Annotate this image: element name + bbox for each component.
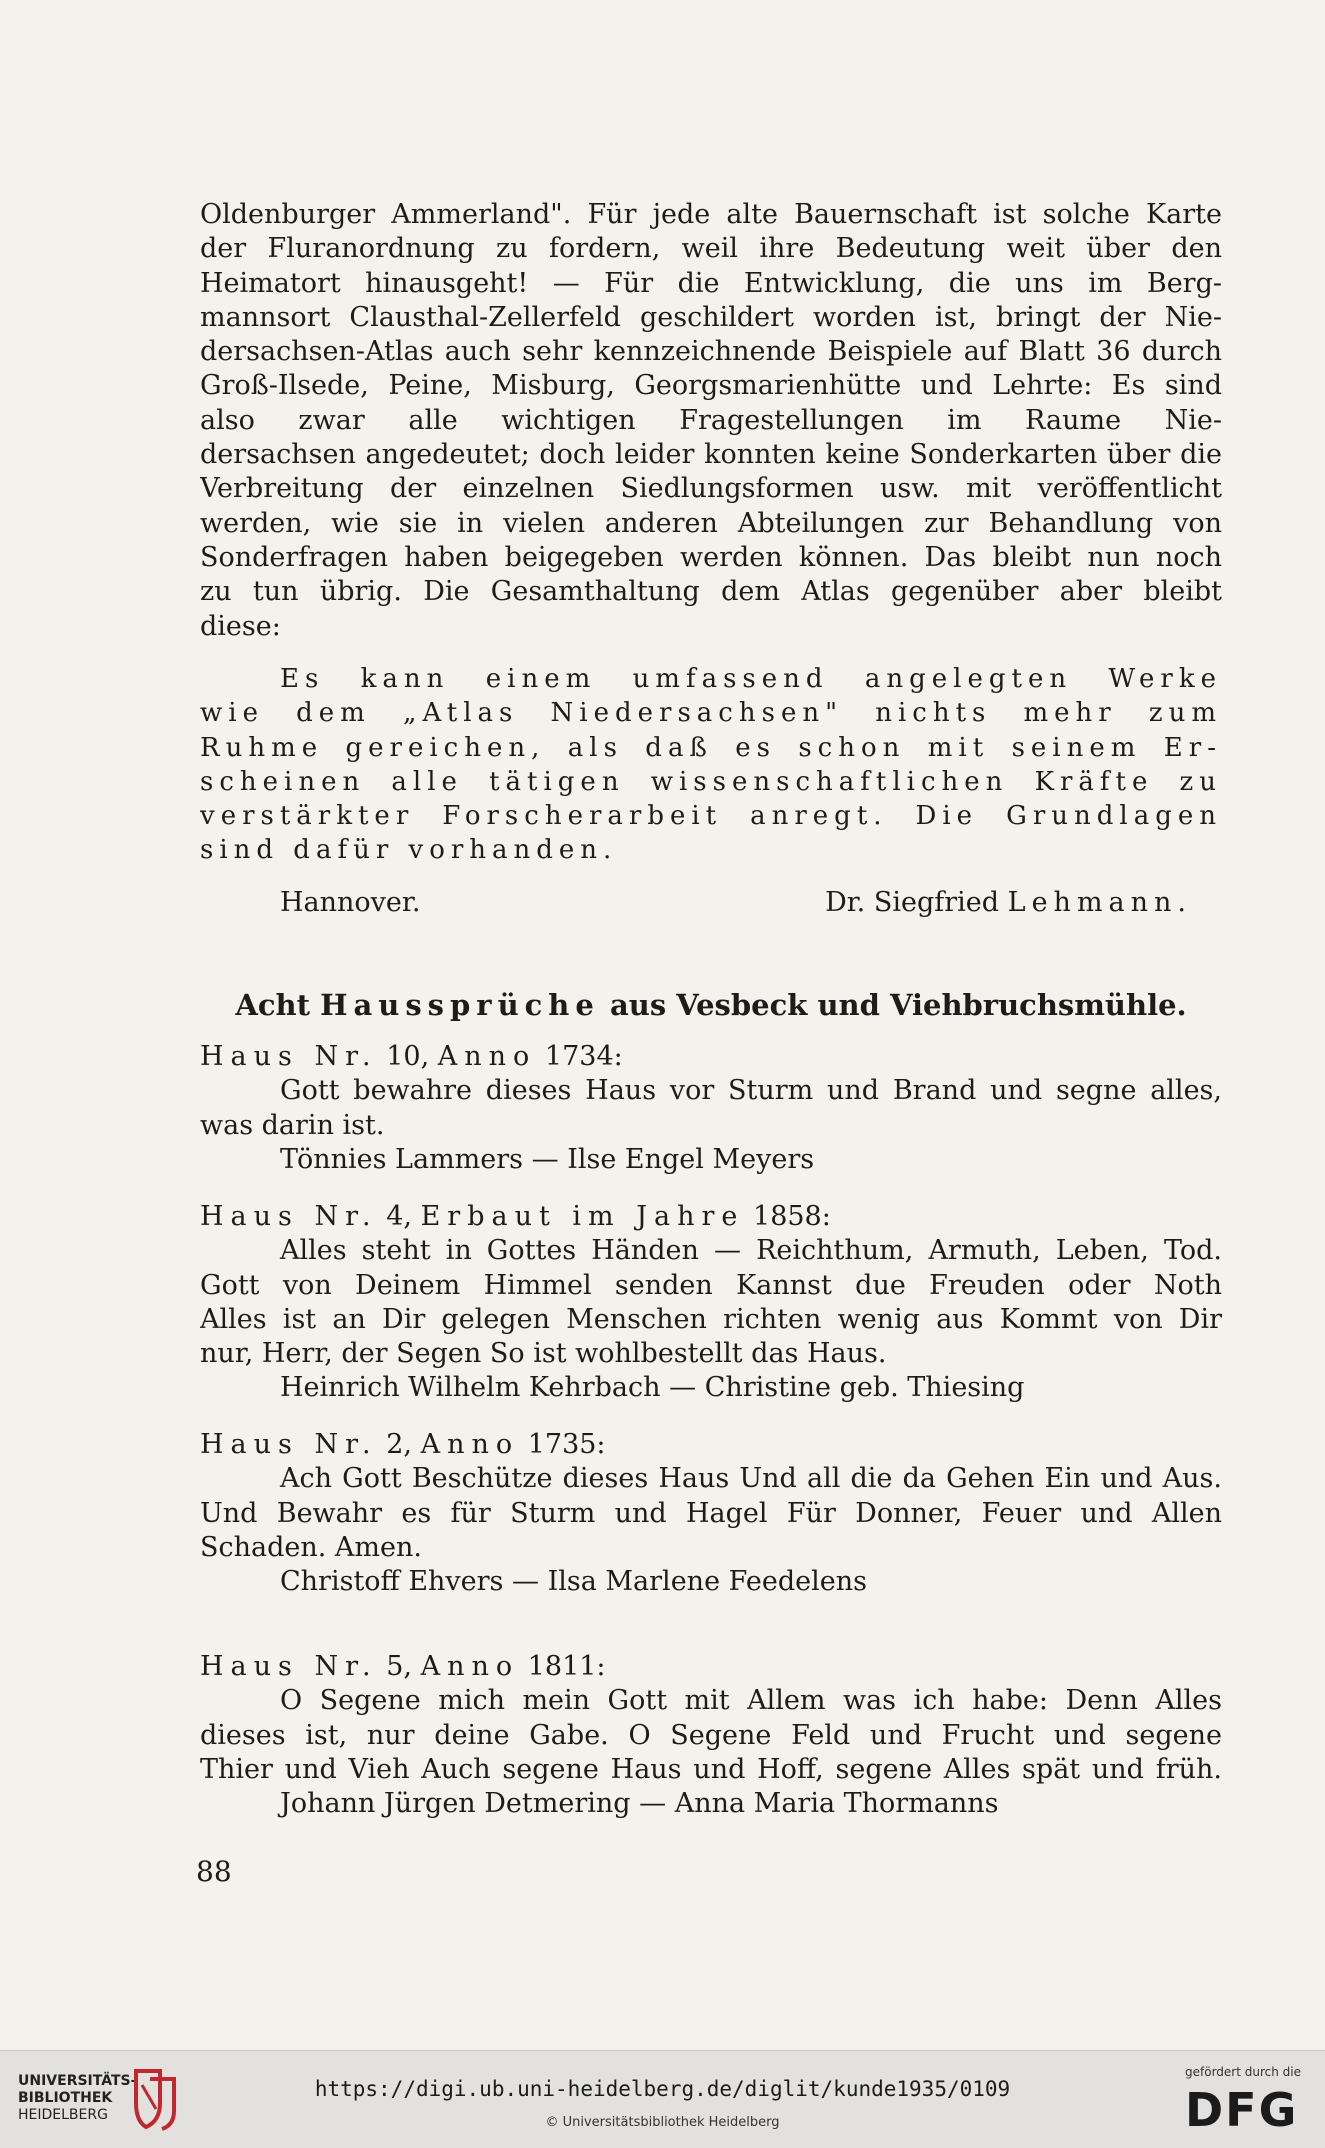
- text-line: Verbreitung der einzelnen Siedlungsformen usw. mit veröffentlicht: [200, 473, 1222, 505]
- entry-title-spaced2: Anno: [420, 1651, 520, 1682]
- text-line: also zwar alle wichtigen Fragestellungen im Raume Nie-: [200, 404, 1222, 436]
- entry-title-spaced2: Erbaut im Jahre: [420, 1201, 745, 1232]
- entry-line: Ach Gott Beschütze dieses Haus Und all die da Gehen Ein und Aus.: [280, 1463, 1222, 1495]
- entry-title-spaced: Haus Nr.: [200, 1651, 378, 1682]
- entry-title-spaced: Haus Nr.: [200, 1429, 378, 1460]
- text-line: Oldenburger Ammerland". Für jede alte Bauernschaft ist solche Karte: [200, 199, 1222, 230]
- entry-title-number: 5,: [386, 1651, 412, 1682]
- entry-names: Heinrich Wilhelm Kehrbach — Christine geb. Thiesing: [280, 1372, 1025, 1404]
- funding-text: gefördert durch die: [1185, 2065, 1301, 2079]
- entry-title: [200, 1428, 1222, 1462]
- entry-year: 1858:: [753, 1201, 831, 1232]
- viewer-footer: [0, 2050, 1325, 2148]
- quote-line: sind dafür vorhanden.: [200, 835, 618, 866]
- text-line: Sonderfragen haben beigegeben werden können. Das bleibt nun noch: [200, 541, 1222, 573]
- entry-title: [200, 1650, 1222, 1684]
- entry-title-number: 10,: [386, 1041, 430, 1072]
- dfg-funding-logo[interactable]: [1185, 2065, 1305, 2141]
- entry-line: Und Bewahr es für Sturm und Hagel Für Donner, Feuer und Allen: [200, 1497, 1222, 1529]
- quote-line: wie dem „Atlas Niedersachsen" nichts mehr zum: [200, 698, 1222, 729]
- entry-title: [200, 1200, 1222, 1234]
- entry-year: 1811:: [527, 1651, 606, 1682]
- entry-title-spaced2: Anno: [437, 1041, 537, 1072]
- library-line-1: UNIVERSITÄTS-: [18, 2073, 137, 2089]
- heading-post: aus Vesbeck und Viehbruchsmühle.: [609, 988, 1187, 1022]
- entry-title-number: 2,: [386, 1429, 412, 1460]
- text-line: diese:: [200, 610, 281, 642]
- entry-title-spaced: Haus Nr.: [200, 1201, 378, 1232]
- entry-names: Tönnies Lammers — Ilse Engel Meyers: [280, 1143, 815, 1175]
- library-line-2: BIBLIOTHEK: [18, 2090, 113, 2106]
- entry-line: Schaden. Amen.: [200, 1531, 422, 1563]
- copyright-notice: © Universitätsbibliothek Heidelberg: [545, 2115, 780, 2130]
- signature-place: Hannover.: [280, 887, 421, 918]
- signature-author: [825, 887, 1192, 918]
- text-line: der Fluranordnung zu fordern, weil ihre Bedeutung weit über den: [200, 233, 1222, 265]
- entry-line: nur, Herr, der Segen So ist wohlbestellt das Haus.: [200, 1338, 887, 1370]
- heading-pre: Acht: [235, 988, 310, 1022]
- house-entry: [200, 1428, 1222, 1599]
- entry-line: Gott bewahre dieses Haus vor Sturm und Brand und segne alles,: [280, 1075, 1222, 1107]
- house-entry: [200, 1040, 1222, 1177]
- entry-names: Johann Jürgen Detmering — Anna Maria Thormanns: [280, 1788, 999, 1820]
- entry-line: Gott von Deinem Himmel senden Kannst due Freuden oder Noth: [200, 1269, 1222, 1301]
- quote-line: verstärkter Forscherarbeit anregt. Die Grundlagen: [200, 801, 1222, 832]
- heading-spaced: Haussprüche: [320, 988, 600, 1022]
- entry-year: 1734:: [544, 1041, 623, 1072]
- dfg-logo-icon: DFG: [1185, 2083, 1299, 2137]
- text-line: dersachsen-Atlas auch sehr kennzeichnende Beispiele auf Blatt 36 durch: [200, 336, 1222, 368]
- entry-title-spaced2: Anno: [420, 1429, 520, 1460]
- intro-paragraph: [200, 198, 1222, 644]
- text-line: werden, wie sie in vielen anderen Abteilungen zur Behandlung von: [200, 507, 1222, 539]
- entry-line: Alles steht in Gottes Händen — Reichthum, Armuth, Leben, Tod.: [280, 1235, 1222, 1267]
- section-heading: [200, 988, 1222, 1022]
- quote-line: Ruhme gereichen, als daß es schon mit seinem Er-: [200, 732, 1222, 763]
- text-line: mannsort Clausthal-Zellerfeld geschildert worden ist, bringt der Nie-: [200, 301, 1222, 333]
- emphasized-quote: [200, 662, 1222, 868]
- library-line-3: HEIDELBERG: [18, 2107, 108, 2123]
- text-line: Heimatort hinausgeht! — Für die Entwicklung, die uns im Berg-: [200, 267, 1222, 299]
- entry-line: dieses ist, nur deine Gabe. O Segene Feld und Frucht und segene: [200, 1719, 1222, 1751]
- text-line: zu tun übrig. Die Gesamthaltung dem Atlas gegenüber aber bleibt: [200, 576, 1222, 608]
- quote-line: Es kann einem umfassend angelegten Werke: [280, 664, 1222, 694]
- author-name: Lehmann.: [1007, 887, 1192, 918]
- entry-line: Alles ist an Dir gelegen Menschen richten wenig aus Kommt von Dir: [200, 1303, 1222, 1335]
- page-url-link[interactable]: https://digi.ub.uni-heidelberg.de/diglit/kunde1935/0109: [314, 2077, 1011, 2101]
- text-line: Groß-Ilsede, Peine, Misburg, Georgsmarienhütte und Lehrte: Es sind: [200, 370, 1222, 402]
- entry-line: was darin ist.: [200, 1109, 385, 1141]
- entry-title: [200, 1040, 1222, 1074]
- entry-line: O Segene mich mein Gott mit Allem was ich habe: Denn Alles: [280, 1685, 1222, 1717]
- entry-title-number: 4,: [386, 1201, 412, 1232]
- entry-year: 1735:: [527, 1429, 606, 1460]
- text-line: dersachsen angedeutet; doch leider konnten keine Sonderkarten über die: [200, 439, 1222, 471]
- entry-line: Thier und Vieh Auch segene Haus und Hoff, segene Alles spät und früh.: [200, 1753, 1222, 1785]
- quote-line: scheinen alle tätigen wissenschaftlichen Kräfte zu: [200, 766, 1222, 797]
- page-number: 88: [196, 1855, 232, 1888]
- author-prefix: Dr. Siegfried: [825, 887, 1000, 918]
- entry-title-spaced: Haus Nr.: [200, 1041, 378, 1072]
- entry-names: Christoff Ehvers — Ilsa Marlene Feedelens: [280, 1566, 867, 1598]
- house-entry: [200, 1650, 1222, 1821]
- house-entry: [200, 1200, 1222, 1406]
